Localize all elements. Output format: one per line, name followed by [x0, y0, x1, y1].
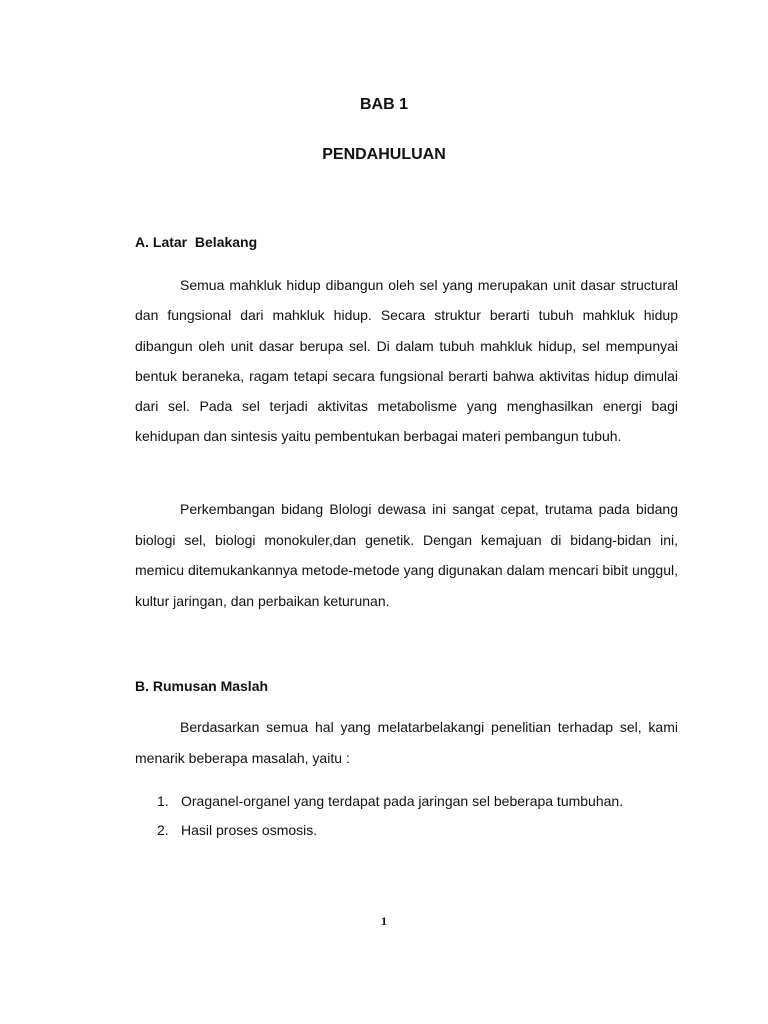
section-b-heading: B. Rumusan Maslah [135, 678, 269, 694]
section-a-paragraph-2: Perkembangan bidang Blologi dewasa ini sangat cepat, trutama pada bidang biologi sel, biologi monokuler,dan genetik. Dengan kemajuan di bidang-bidan ini, memicu ditemukankannya metode-metode yang digunakan dalam mencari bibit unggul, kultur jaringan, dan perbaikan keturunan. [135, 501, 678, 609]
list-item-text: Hasil proses osmosis. [181, 822, 318, 838]
page-number: 1 [381, 914, 387, 928]
list-item-number: 2. [157, 822, 169, 838]
chapter-title: PENDAHULUAN [322, 146, 446, 163]
list-item-text: Oraganel-organel yang terdapat pada jaringan sel beberapa tumbuhan. [181, 793, 624, 809]
section-b-paragraph: Berdasarkan semua hal yang melatarbelakangi penelitian terhadap sel, kami menarik beberapa masalah, yaitu : [135, 719, 678, 766]
section-a-heading: A. Latar Belakang [135, 234, 258, 250]
section-a-paragraph-1: Semua mahkluk hidup dibangun oleh sel yang merupakan unit dasar structural dan fungsional dari mahkluk hidup. Secara struktur berarti tubuh mahkluk hidup dibangun oleh unit dasar berupa sel. Di dalam tubuh mahkluk hidup, sel mempunyai bentuk beraneka, ragam tetapi secara fungsional berarti bahwa aktivitas hidup dimulai dari sel. Pada sel terjadi aktivitas metabolisme yang menghasilkan energi bagi kehidupan dan sintesis yaitu pembentukan berbagai materi pembangun tubuh. [135, 277, 678, 445]
chapter-number: BAB 1 [359, 96, 408, 113]
list-item-number: 1. [157, 793, 169, 809]
